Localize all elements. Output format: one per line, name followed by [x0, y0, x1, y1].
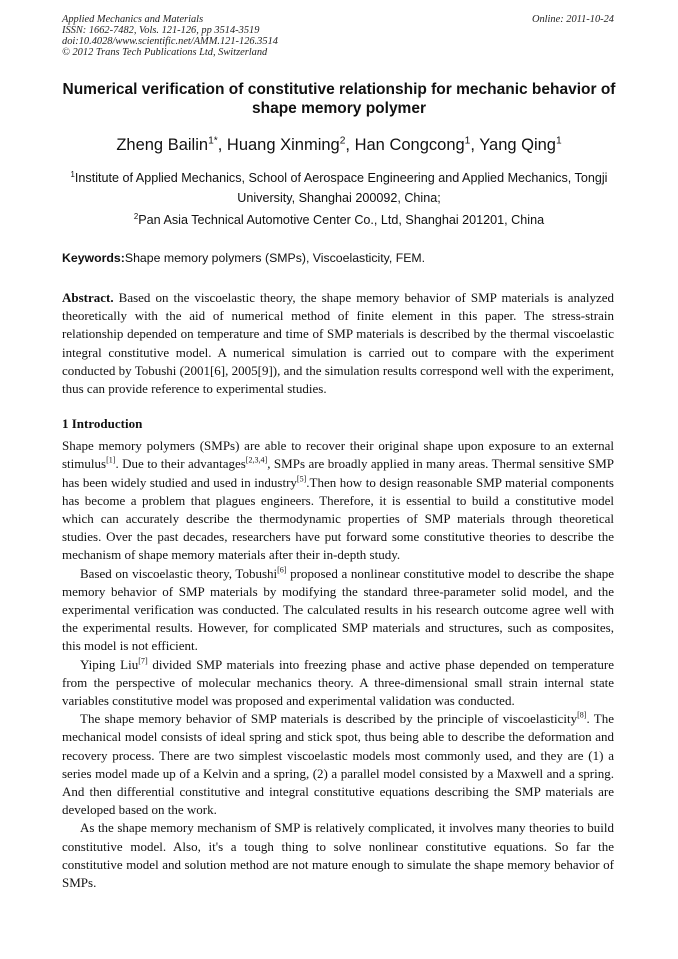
paragraph-text: The shape memory behavior of SMP materials is described by the principle of viscoelasticity: [80, 711, 578, 727]
paragraph-text: divided SMP materials into freezing phase and active phase depended on temperature from the perspective of molecular mechanics theory. A three-dimensional small strain internal state variables constitutive model was proposed and experimental validation was conducted.: [62, 656, 614, 709]
affiliation-text: Pan Asia Technical Automotive Center Co., Ltd, Shanghai 201201, China: [138, 213, 545, 227]
citation: [1]: [106, 456, 116, 466]
paragraph-text: . The mechanical model consists of ideal spring and stick spot, thus being able to describe the deformation and recovery process. There are two simplest viscoelastic models most commonly used, and they are (1) a series model made up of a Kelvin and a spring, (2) a parallel model consisted by a Maxwell and a spring. And then differential constitutive and integral constitutive equations describing the SMP materials are developed based on the work.: [62, 711, 614, 818]
paragraph: [62, 437, 614, 564]
paper-title: Numerical verification of constitutive relationship for mechanic behavior of shape memory polymer: [62, 81, 616, 117]
abstract: [62, 289, 614, 398]
paragraph: [62, 565, 614, 656]
paragraph-text: Based on viscoelastic theory, Tobushi: [80, 565, 278, 581]
paragraph-text: As the shape memory mechanism of SMP is relatively complicated, it involves many theories to build constitutive model. Also, it's a tough thing to solve nonlinear constitutive equations. So far the constitutive model and solution method are not mature enough to simulate the shape memory behavior of SMPs.: [62, 820, 614, 891]
paragraph-text: Yiping Liu: [80, 656, 139, 672]
author-affiliation-mark: 1: [464, 135, 471, 147]
journal-name: Applied Mechanics and Materials: [62, 14, 204, 25]
author-name: Zheng Bailin: [116, 136, 209, 154]
issn: ISSN: 1662-7482, Vols. 121-126, pp 3514-3519: [62, 25, 260, 36]
doi: doi:10.4028/www.scientific.net/AMM.121-126.3514: [62, 36, 278, 47]
section-heading: 1 Introduction: [62, 416, 143, 431]
author-affiliation-mark: 1: [555, 135, 562, 147]
affiliation-text: Institute of Applied Mechanics, School of Aerospace Engineering and Applied Mechanics, Tongji University, Shanghai 200092, China;: [74, 171, 608, 205]
paragraph-text: proposed a nonlinear constitutive model to describe the shape memory behavior of SMP materials by modifying the standard three-parameter solid model, and the experimental verification was conducted. The calculated results in his research outcome agree well with the experimental results. However, for complicated SMP materials and structures, such as composites, this model is not efficient.: [62, 565, 614, 654]
author-affiliation-mark: 1*: [208, 135, 218, 147]
paragraph-text: .Then how to design reasonable SMP material components has become a problem that plagues engineers. Therefore, it is essential to build a constitutive model which can accurately describe the thermodynamic properties of SMP materials through theoretical studies. Over the past decades, researchers have put forward some constitutive theories to describe the mechanism of shape memory materials after their in-depth study.: [62, 474, 614, 563]
keywords: [62, 251, 425, 265]
paragraph: [62, 656, 614, 711]
keywords-text: Shape memory polymers (SMPs), Viscoelasticity, FEM.: [124, 251, 426, 265]
abstract-label: Abstract.: [62, 290, 114, 305]
introduction: [62, 415, 614, 892]
paragraph-text: Shape memory polymers (SMPs) are able to recover their original shape upon exposure to an external stimulus: [62, 438, 614, 472]
keywords-label: Keywords:: [62, 251, 125, 265]
citation: [8]: [577, 710, 587, 720]
journal-header: [62, 14, 614, 58]
paragraph: [62, 710, 614, 819]
citation: [5]: [296, 474, 307, 484]
author-name: Han Congcong: [354, 136, 465, 154]
author-name: Huang Xinming: [226, 136, 340, 154]
affiliation-2: [60, 210, 618, 230]
abstract-text: Based on the viscoelastic theory, the shape memory behavior of SMP materials is analyzed theoretically with the aid of numerical method of finite element in this paper. The stress-strain relationship depended on temperature and time of SMP materials is described by the thermal viscoelastic integral constitutive model. A numerical simulation is carried out to compare with the experiment conducted by Tobushi (2001[6], 2005[9]), and the simulation results correspond well with the experiment, thus can provide reference to experimental studies.: [62, 290, 614, 397]
citation: [6]: [277, 565, 287, 575]
citation: [2,3,4]: [245, 456, 268, 466]
author-name: Yang Qing: [479, 136, 556, 154]
paragraph: [62, 819, 614, 892]
author-list: Zheng Bailin$^{1*}$, Huang Xinming$^2$, Han Congcong$^1$, Yang Qing$^1$: [116, 135, 562, 154]
copyright: © 2012 Trans Tech Publications Ltd, Switzerland: [62, 47, 268, 58]
citation: [7]: [138, 656, 148, 666]
affiliation-mark: 1: [70, 169, 75, 179]
affiliation-mark: 2: [133, 211, 139, 221]
online-date: Online: 2011-10-24: [531, 14, 614, 25]
affiliation-1: [60, 168, 618, 208]
paragraph-text: . Due to their advantages: [115, 456, 246, 472]
author-affiliation-mark: 2: [339, 135, 346, 147]
paragraph-text: , SMPs are broadly applied in many areas. Thermal sensitive SMP has been widely studied and used in industry: [62, 456, 614, 490]
